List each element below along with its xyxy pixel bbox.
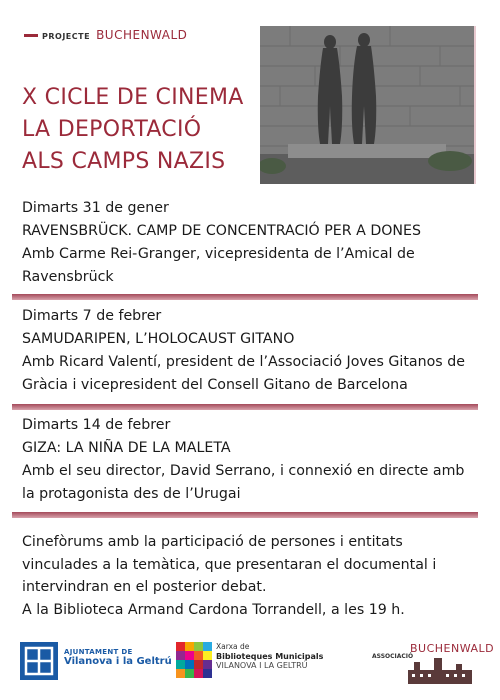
closing-line-3: intervindran en el posterior debat. (22, 579, 267, 595)
event-3 (22, 414, 478, 506)
event-divider-2 (12, 404, 478, 410)
biblioteques-line-2: Biblioteques Municipals (216, 651, 324, 661)
event-guest-line-2: Gràcia i vicepresident del Consell Gitano de Barcelona (22, 377, 408, 393)
event-guest-line-1: Amb Carme Rei-Granger, vicepresidenta de l’Amical de (22, 246, 415, 262)
project-brand (42, 28, 187, 42)
closing-line-4: A la Biblioteca Armand Cardona Torrandell, a les 19 h. (22, 601, 405, 618)
event-date: Dimarts 14 de febrer (22, 417, 171, 433)
title-line-3: ALS CAMPS NAZIS (22, 149, 226, 174)
ajuntament-logo-text (64, 648, 172, 667)
event-guest-line-2: Ravensbrück (22, 269, 114, 285)
memorial-statues-photo (260, 26, 474, 184)
event-film: RAVENSBRÜCK. CAMP DE CONCENTRACIÓ PER A DONES (22, 223, 422, 239)
title-line-2: LA DEPORTACIÓ (22, 117, 202, 142)
biblioteques-mosaic-icon (176, 642, 212, 678)
buchenwald-association-label: BUCHENWALD (410, 642, 495, 655)
event-date: Dimarts 31 de gener (22, 200, 169, 216)
footer-logos (0, 632, 500, 692)
title-line-1: X CICLE DE CINEMA (22, 85, 244, 110)
biblioteques-logo-text (216, 642, 323, 671)
poster-title (22, 82, 252, 178)
event-film: GIZA: LA NIÑA DE LA MALETA (22, 440, 231, 456)
buchenwald-label: BUCHENWALD (96, 28, 188, 42)
event-film: SAMUDARIPEN, L’HOLOCAUST GITANO (22, 331, 295, 347)
header-accent-bar (24, 34, 38, 37)
event-date: Dimarts 7 de febrer (22, 308, 162, 324)
biblioteques-line-3: VILANOVA I LA GELTRÚ (216, 661, 308, 670)
photo-edge-accent (474, 26, 476, 184)
event-guest-line-2: la protagonista des de l’Urugai (22, 486, 241, 502)
ajuntament-shield-icon (20, 642, 58, 680)
associacio-label: ASSOCIACIÓ (372, 653, 414, 660)
event-guest-line-1: Amb Ricard Valentí, president de l’Associació Joves Gitanos de (22, 354, 465, 370)
event-guest-line-1: Amb el seu director, David Serrano, i connexió en directe amb (22, 463, 465, 479)
event-divider-3 (12, 512, 478, 518)
ajuntament-line-2: Vilanova i la Geltrú (64, 656, 172, 667)
closing-line-2: vinculades a la temàtica, que presentaran el documental i (22, 556, 437, 573)
projecte-label: PROJECTE (42, 32, 91, 41)
closing-info (22, 531, 482, 621)
event-1 (22, 197, 478, 289)
biblioteques-line-1: Xarxa de (216, 642, 250, 651)
closing-line-1: Cinefòrums amb la participació de persones i entitats (22, 534, 403, 550)
ajuntament-line-1: AJUNTAMENT DE (64, 648, 133, 656)
camp-silhouette-icon (408, 656, 472, 684)
event-divider-1 (12, 294, 478, 300)
event-2 (22, 305, 478, 397)
